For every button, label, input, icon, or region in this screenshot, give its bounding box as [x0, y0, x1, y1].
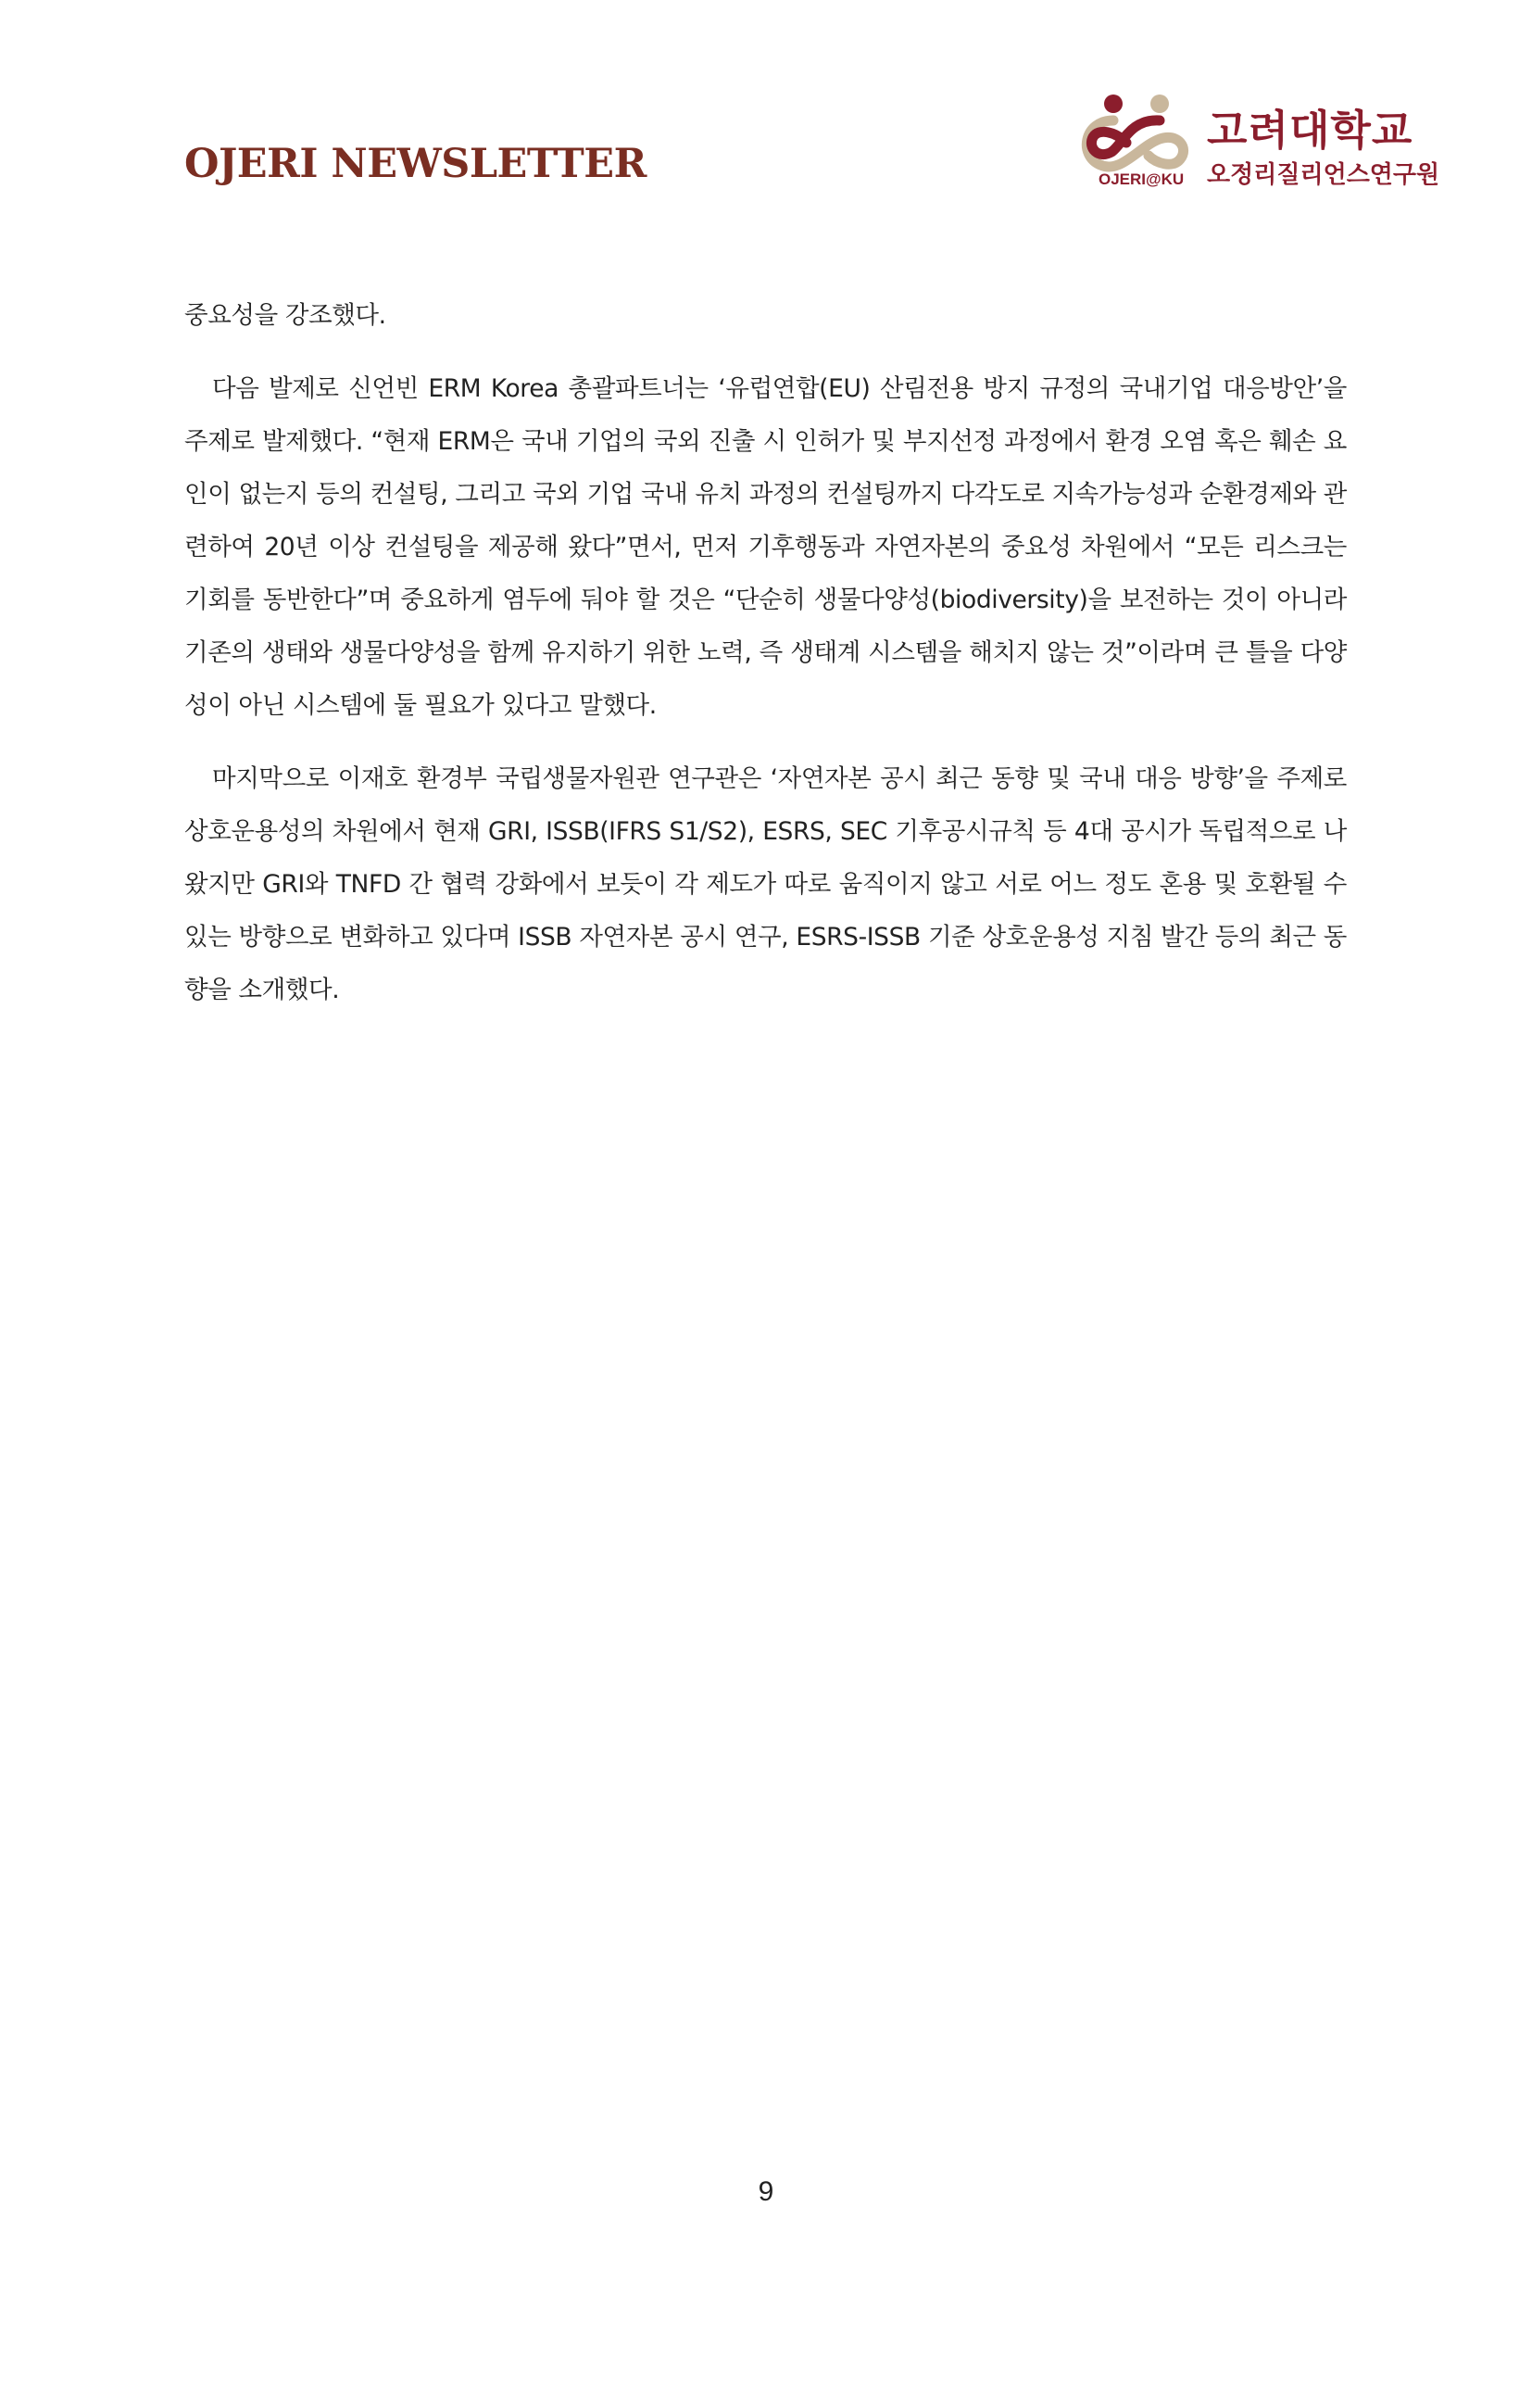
institute-name: 오정리질리언스연구원 — [1207, 161, 1440, 189]
newsletter-title: OJERI NEWSLETTER — [184, 141, 647, 187]
paragraph: 마지막으로 이재호 환경부 국립생물자원관 연구관은 ‘자연자본 공시 최근 동향 및 국내 대응 방향’을 주제로 상호운용성의 차원에서 현재 GRI, ISSB(IFRS S1/S2), ESRS, SEC 기후공시규칙 등 4대 공시가 독립적으로 나왔지만 GRI와 TNFD 간 협력 강화에서 보듯이 각 제도가 따로 움직이지 않고 서로 어느 정도 혼용 및 호환될 수 있는 방향으로 변화하고 있다며 ISSB 자연자본 공시 연구, ESRS-ISSB 기준 상호운용성 지침 발간 등의 최근 동향을 소개했다. — [184, 764, 1347, 1004]
article-body — [184, 289, 1347, 1037]
emblem-text: OJERI@KU — [1099, 170, 1185, 188]
university-name: 고려대학교 — [1207, 106, 1413, 155]
paragraph: 중요성을 강조했다. — [184, 301, 386, 330]
page-number: 9 — [758, 2176, 774, 2207]
paragraph: 다음 발제로 신언빈 ERM Korea 총괄파트너는 ‘유럽연합(EU) 산림전용 방지 규정의 국내기업 대응방안’을 주제로 발제했다. “현재 ERM은 국내 기업의 국외 진출 시 인허가 및 부지선정 과정에서 환경 오염 혹은 훼손 요인이 없는지 등의 컨설팅, 그리고 국외 기업 국내 유치 과정의 컨설팅까지 다각도로 지속가능성과 순환경제와 관련하여 20년 이상 컨설팅을 제공해 왔다”면서, 먼저 기후행동과 자연자본의 중요성 차원에서 “모든 리스크는 기회를 동반한다”며 중요하게 염두에 둬야 할 것은 “단순히 생물다양성(biodiversity)을 보전하는 것이 아니라 기존의 생태와 생물다양성을 함께 유지하기 위한 노력, 즉 생태계 시스템을 해치지 않는 것”이라며 큰 틀을 다양성이 아닌 시스템에 둘 필요가 있다고 말했다. — [184, 374, 1347, 720]
university-logo — [1074, 91, 1463, 202]
